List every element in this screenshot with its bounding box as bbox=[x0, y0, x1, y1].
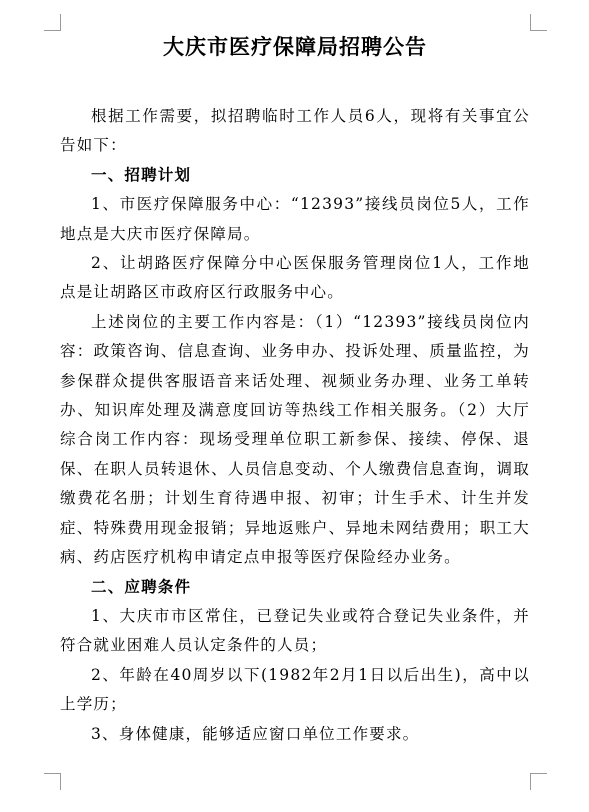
crop-mark-top-right bbox=[530, 14, 547, 31]
crop-mark-bottom-left bbox=[44, 773, 61, 790]
paragraph-position-1: 1、市医疗保障服务中心：“12393”接线员岗位5人，工作地点是大庆市医疗保障局。 bbox=[60, 195, 530, 243]
paragraph-requirement-3: 3、身体健康，能够适应窗口单位工作要求。 bbox=[91, 724, 420, 743]
paragraph-requirement-2: 2、年龄在40周岁以下(1982年2月1日以后出生)，高中以上学历； bbox=[60, 665, 530, 714]
intro-paragraph: 根据工作需要，拟招聘临时工作人员6人，现将有关事宜公告如下： bbox=[60, 107, 530, 155]
paragraph-position-2: 2、让胡路医疗保障分中心医保服务管理岗位1人，工作地点是让胡路区市政府区行政服务中心。 bbox=[60, 254, 530, 302]
paragraph-requirement-1: 1、大庆市市区常住，已登记失业或符合登记失业条件，并符合就业困难人员认定条件的人员； bbox=[60, 606, 530, 655]
document-title: 大庆市医疗保障局招聘公告 bbox=[163, 34, 427, 59]
section-heading-recruitment-plan: 一、招聘计划 bbox=[91, 165, 192, 184]
section-heading-requirements: 二、应聘条件 bbox=[91, 577, 192, 596]
paragraph-job-content: 上述岗位的主要工作内容是：（1）“12393”接线员岗位内容：政策咨询、信息查询、业务申办、投诉处理、质量监控，为参保群众提供客服语音来话处理、视频业务办理、业务工单转办、知识库处理及满意度回访等热线工作相关服务。（2）大厅综合岗工作内容：现场受理单位职工新参保、接续、停保、退保、在职人员转退休、人员信息变动、个人缴费信息查询，调取缴费花名册；计划生育待遇申报、初审；计生手术、计生并发症、特殊费用现金报销；异地返账户、异地未网结费用；职工大病、药店医疗机构申请定点申报等医疗保险经办业务。 bbox=[60, 312, 530, 567]
document-body bbox=[60, 28, 530, 749]
crop-mark-top-left bbox=[44, 14, 61, 31]
crop-mark-bottom-right bbox=[530, 773, 547, 790]
